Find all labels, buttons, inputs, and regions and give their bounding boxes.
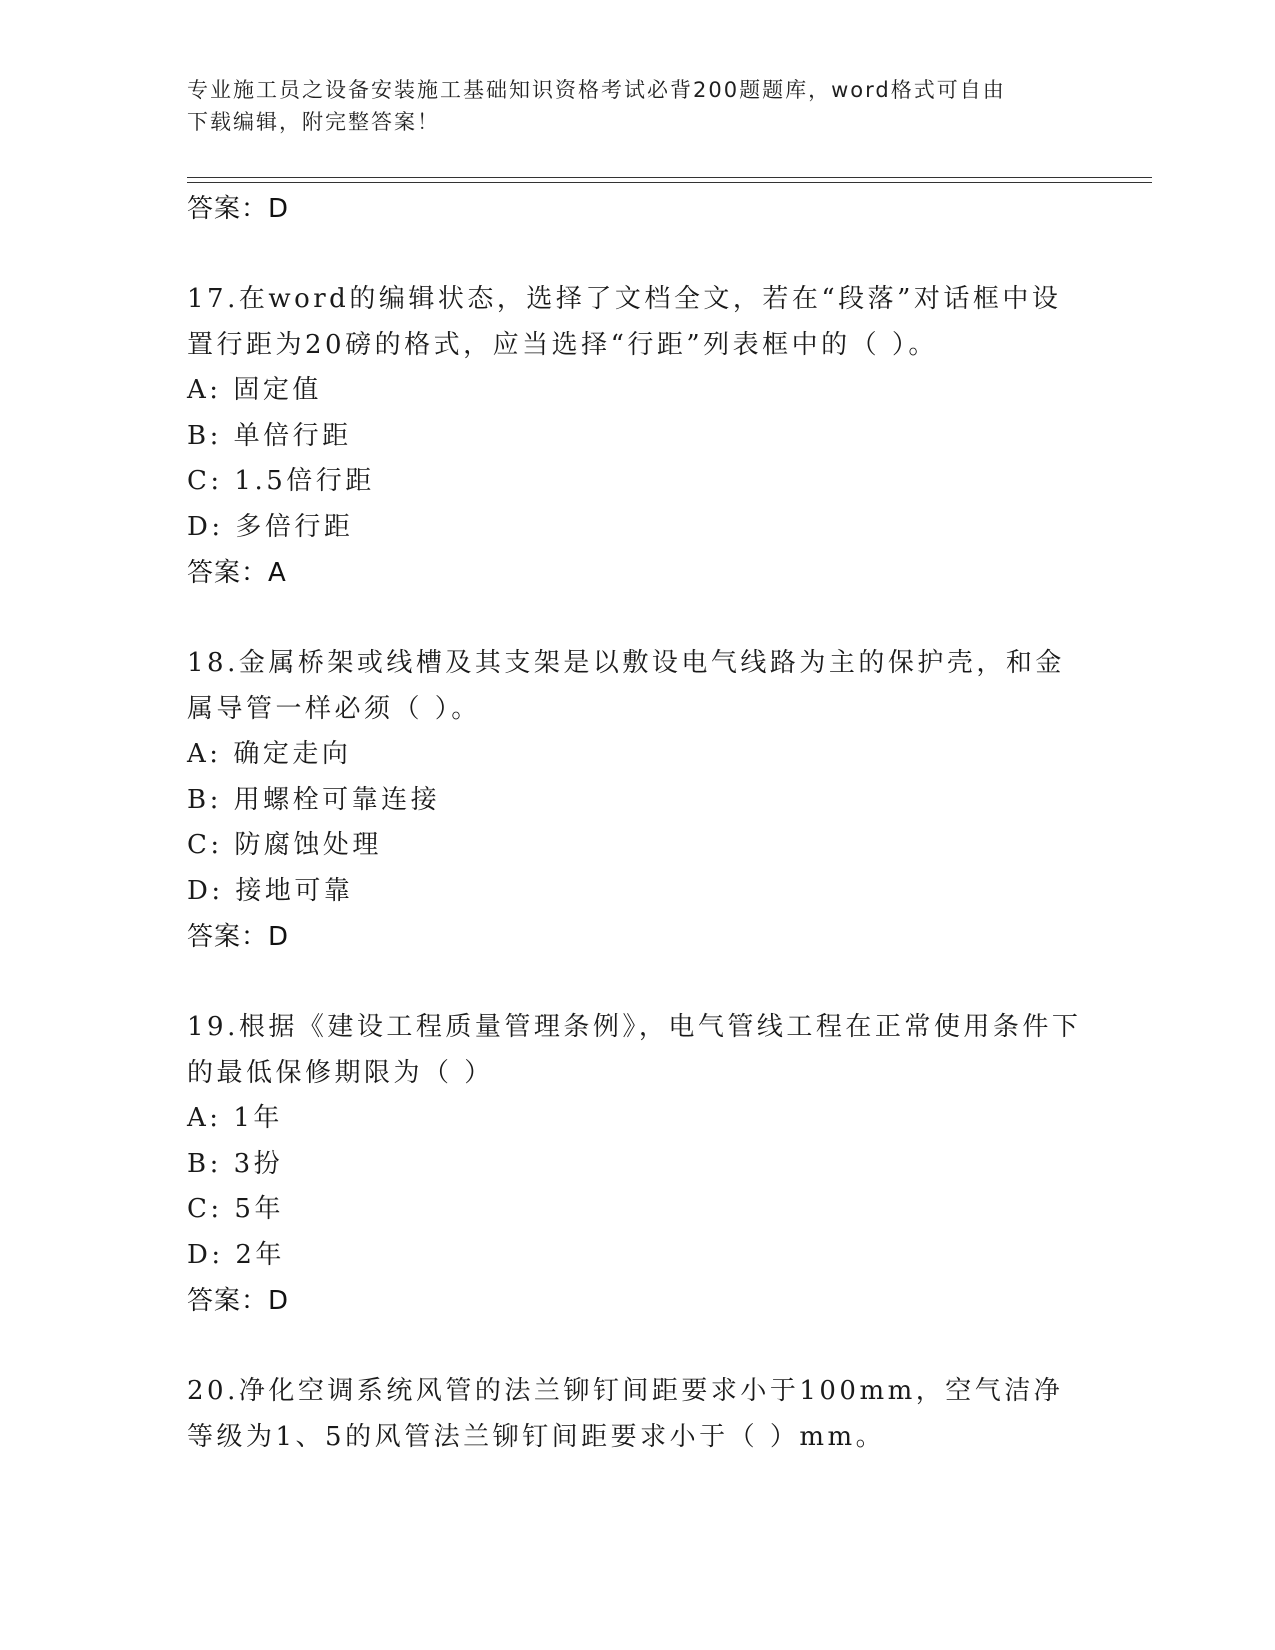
- option-text: 2年: [235, 1239, 285, 1270]
- option-key: C:: [187, 830, 223, 860]
- option-b: [187, 414, 1087, 460]
- option-key: D:: [187, 1239, 224, 1270]
- option-b: [187, 778, 1087, 824]
- option-a: [187, 368, 1087, 414]
- header-divider-bottom: [187, 182, 1152, 183]
- option-key: D:: [187, 875, 224, 906]
- option-text: 用螺栓可靠连接: [233, 784, 441, 815]
- option-text: 1.5倍行距: [234, 466, 375, 496]
- question-stem: 18.金属桥架或线槽及其支架是以敷设电气线路为主的保护壳，和金属导管一样必须（ ）。: [187, 648, 1065, 724]
- option-text: 固定值: [233, 375, 322, 405]
- option-a: [187, 732, 1087, 778]
- question-stem: 17.在word的编辑状态，选择了文档全文，若在“段落”对话框中设置行距为20磅的格式，应当选择“行距”列表框中的（ ）。: [187, 284, 1062, 360]
- option-d: [187, 869, 1087, 915]
- question-18: [187, 641, 1087, 960]
- option-text: 确定走向: [233, 739, 352, 769]
- question-17: [187, 277, 1087, 596]
- header-line-1: 专业施工员之设备安装施工基础知识资格考试必背200题题库，word格式可自由: [187, 78, 1006, 102]
- option-key: C:: [187, 466, 223, 496]
- option-a: [187, 1096, 1087, 1142]
- document-header: [187, 74, 1067, 138]
- option-text: 1年: [233, 1103, 283, 1133]
- option-c: [187, 1187, 1087, 1233]
- option-key: B:: [187, 784, 222, 815]
- option-d: [187, 1233, 1087, 1279]
- option-key: B:: [187, 420, 222, 451]
- option-key: A:: [187, 739, 222, 769]
- header-line-2: 下载编辑，附完整答案！: [187, 110, 440, 134]
- question-19: [187, 1005, 1087, 1324]
- option-c: [187, 823, 1087, 869]
- question-stem: 20.净化空调系统风管的法兰铆钉间距要求小于100mm，空气洁净等级为1、5的风管法兰铆钉间距要求小于（ ）mm。: [187, 1376, 1064, 1452]
- question-answer: 答案：D: [187, 1286, 290, 1316]
- option-key: C:: [187, 1194, 223, 1224]
- question-stem: 19.根据《建设工程质量管理条例》，电气管线工程在正常使用条件下的最低保修期限为（ ）: [187, 1012, 1082, 1088]
- option-key: A:: [187, 375, 222, 405]
- option-key: B:: [187, 1148, 222, 1179]
- question-answer: 答案：A: [187, 558, 287, 588]
- option-text: 防腐蚀处理: [234, 830, 382, 860]
- option-key: A:: [187, 1103, 222, 1133]
- option-b: [187, 1142, 1087, 1188]
- option-d: [187, 505, 1087, 551]
- option-text: 单倍行距: [233, 420, 352, 451]
- option-text: 3扮: [233, 1148, 284, 1179]
- option-c: [187, 459, 1087, 505]
- option-text: 多倍行距: [235, 511, 354, 542]
- question-20: [187, 1369, 1087, 1460]
- header-divider-top: [187, 177, 1152, 178]
- option-text: 5年: [234, 1194, 284, 1224]
- question-answer: 答案：D: [187, 922, 290, 952]
- previous-question-answer: 答案：D: [187, 194, 290, 224]
- option-key: D:: [187, 511, 224, 542]
- option-text: 接地可靠: [235, 875, 354, 906]
- question-list: [187, 186, 1087, 1460]
